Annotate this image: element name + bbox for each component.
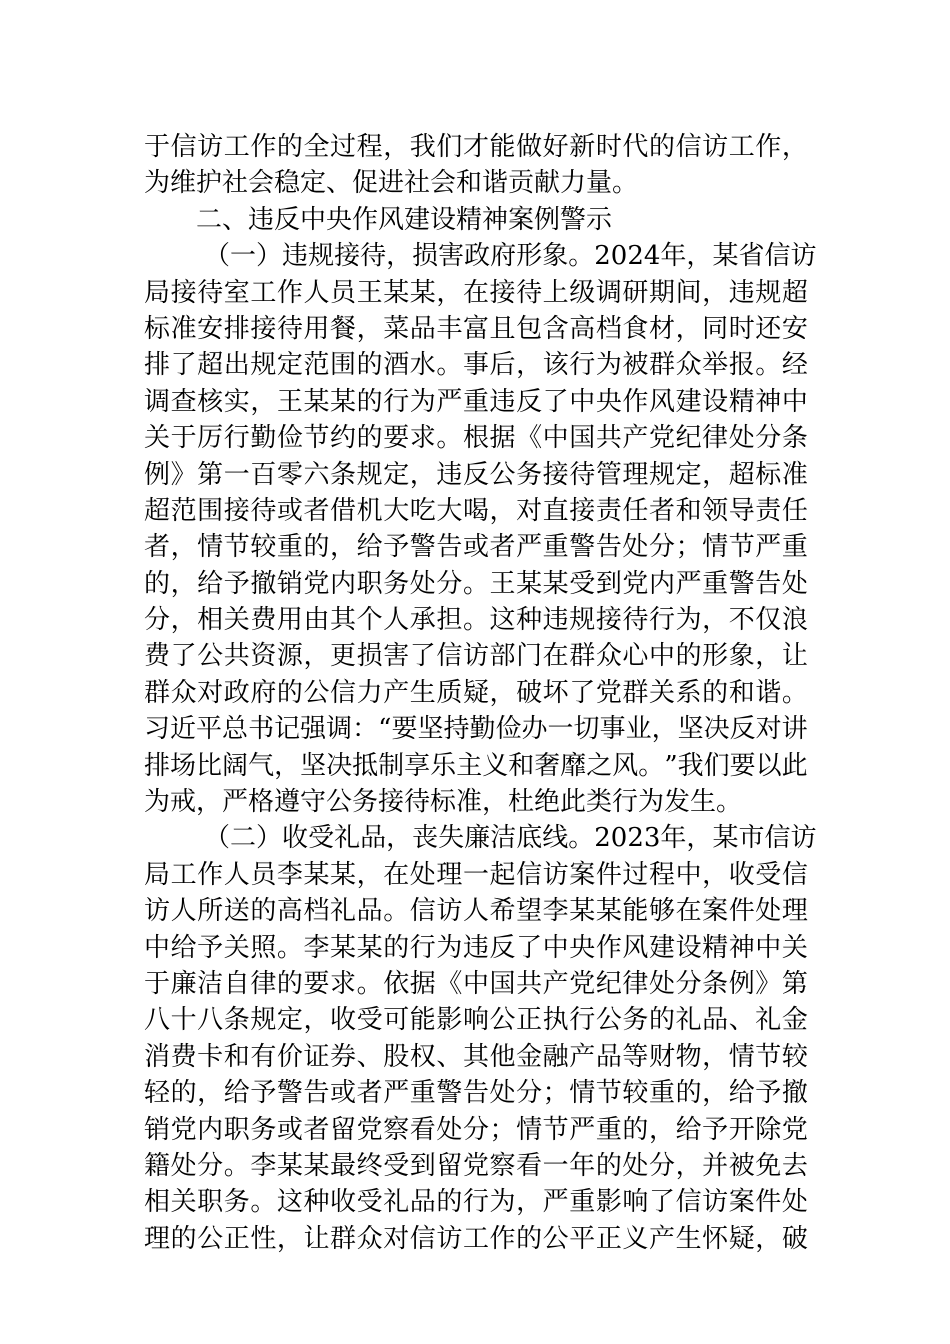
text-line: 关 于 厉 行 勤 俭 节 约 的 要 求 。 根 据 《 中 国 共 产 党 纪 律 处 分 条 bbox=[144, 423, 808, 454]
text-line: 相 关 职 务 。 这 种 收 受 礼 品 的 行 为 ， 严 重 影 响 了 信 访 案 件 处 bbox=[144, 1187, 808, 1218]
text-line: 例 》 第 一 百 零 六 条 规 定 ， 违 反 公 务 接 待 管 理 规 定 ， 超 标 准 bbox=[144, 459, 808, 490]
text-line: 销 党 内 职 务 或 者 留 党 察 看 处 分 ； 情 节 严 重 的 ， 给 予 开 除 党 bbox=[144, 1114, 808, 1145]
section-heading: 二、违反中央作风建设精神案例警示 bbox=[196, 204, 613, 235]
text-line: 籍 处 分 。 李 某 某 最 终 受 到 留 党 察 看 一 年 的 处 分 ， 并 被 免 去 bbox=[144, 1150, 808, 1181]
text-line: 中 给 予 关 照 。 李 某 某 的 行 为 违 反 了 中 央 作 风 建 设 精 神 中 关 bbox=[144, 932, 808, 963]
text-line: 访 人 所 送 的 高 档 礼 品 。 信 访 人 希 望 李 某 某 能 够 在 案 件 处 理 bbox=[144, 896, 808, 927]
text-line: （ 一 ） 违 规 接 待 ， 损 害 政 府 形 象 。 2024 年 ， 某 省 信 访 bbox=[204, 241, 817, 272]
text-line: 者 ， 情 节 较 重 的 ， 给 予 警 告 或 者 严 重 警 告 处 分 ； 情 节 严 重 bbox=[144, 532, 808, 563]
text-line: 消 费 卡 和 有 价 证 券 、 股 权 、 其 他 金 融 产 品 等 财 物 ， 情 节 较 bbox=[144, 1041, 808, 1072]
text-line: 习 近 平 总 书 记 强 调 ： “ 要 坚 持 勤 俭 办 一 切 事 业 ， 坚 决 反 对 讲 bbox=[144, 714, 808, 745]
text-line: 八 十 八 条 规 定 ， 收 受 可 能 影 响 公 正 执 行 公 务 的 礼 品 、 礼 金 bbox=[144, 1005, 808, 1036]
text-line: 群 众 对 政 府 的 公 信 力 产 生 质 疑 ， 破 坏 了 党 群 关 系 的 和 谐 。 bbox=[144, 677, 808, 708]
text-line: 分 ， 相 关 费 用 由 其 个 人 承 担 。 这 种 违 规 接 待 行 为 ， 不 仅 浪 bbox=[144, 605, 808, 636]
text-line: 排 场 比 阔 气 ， 坚 决 抵 制 享 乐 主 义 和 奢 靡 之 风 。 ” 我 们 要 以 此 bbox=[144, 750, 808, 781]
text-line: 于 廉 洁 自 律 的 要 求 。 依 据 《 中 国 共 产 党 纪 律 处 分 条 例 》 第 bbox=[144, 968, 808, 999]
text-line: 轻 的 ， 给 予 警 告 或 者 严 重 警 告 处 分 ； 情 节 较 重 的 ， 给 予 撤 bbox=[144, 1078, 808, 1109]
text-line: 为戒，严格遵守公务接待标准，杜绝此类行为发生。 bbox=[144, 787, 743, 818]
text-line: 局 工 作 人 员 李 某 某 ， 在 处 理 一 起 信 访 案 件 过 程 中 ， 收 受 信 bbox=[144, 859, 808, 890]
text-line: 费 了 公 共 资 源 ， 更 损 害 了 信 访 部 门 在 群 众 心 中 的 形 象 ， 让 bbox=[144, 641, 808, 672]
document-body bbox=[144, 129, 817, 1257]
text-line: 为维护社会稳定、促进社会和谐贡献力量。 bbox=[144, 168, 639, 199]
text-line: 排 了 超 出 规 定 范 围 的 酒 水 。 事 后 ， 该 行 为 被 群 众 举 报 。 经 bbox=[144, 350, 808, 381]
text-line: 局 接 待 室 工 作 人 员 王 某 某 ， 在 接 待 上 级 调 研 期 间 ， 违 规 超 bbox=[144, 277, 808, 308]
text-line: （ 二 ） 收 受 礼 品 ， 丧 失 廉 洁 底 线 。 2023 年 ， 某 市 信 访 bbox=[204, 823, 817, 854]
text-line: 标 准 安 排 接 待 用 餐 ， 菜 品 丰 富 且 包 含 高 档 食 材 ， 同 时 还 安 bbox=[144, 313, 808, 344]
text-line: 的 ， 给 予 撤 销 党 内 职 务 处 分 。 王 某 某 受 到 党 内 严 重 警 告 处 bbox=[144, 568, 808, 599]
text-line: 理 的 公 正 性 ， 让 群 众 对 信 访 工 作 的 公 平 正 义 产 生 怀 疑 ， 破 bbox=[144, 1223, 808, 1254]
text-line: 于 信 访 工 作 的 全 过 程 ， 我 们 才 能 做 好 新 时 代 的 信 访 工 作 ， bbox=[144, 132, 808, 162]
text-line: 超 范 围 接 待 或 者 借 机 大 吃 大 喝 ， 对 直 接 责 任 者 和 领 导 责 任 bbox=[144, 495, 808, 526]
text-line: 调 查 核 实 ， 王 某 某 的 行 为 严 重 违 反 了 中 央 作 风 建 设 精 神 中 bbox=[144, 386, 808, 417]
